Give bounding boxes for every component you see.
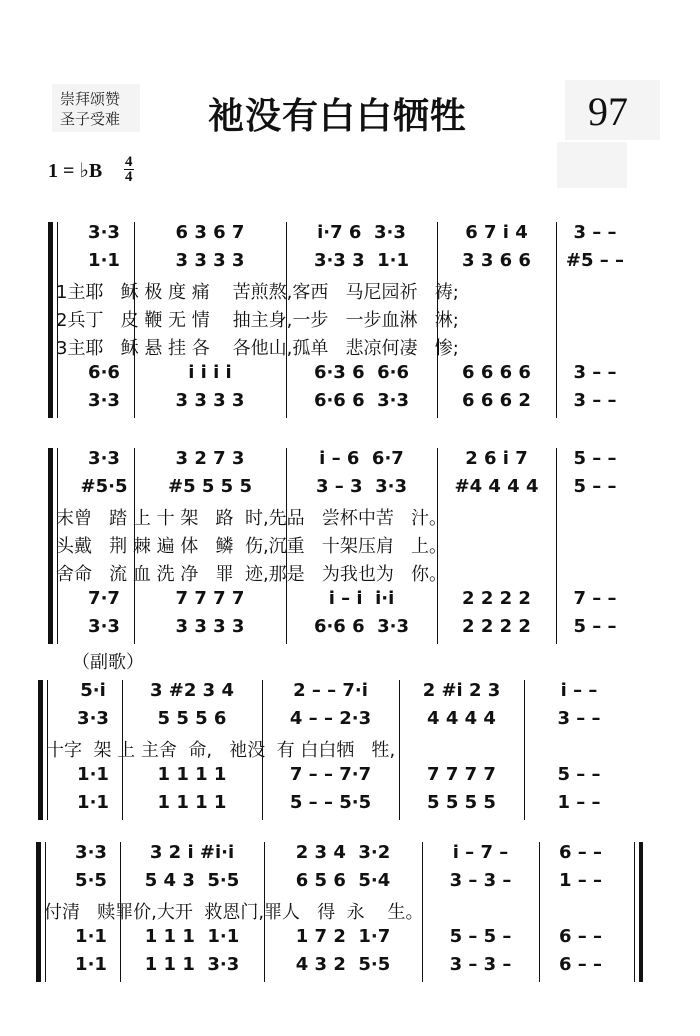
note-row [0, 842, 700, 872]
measure-notes: 4 3 2 5·5 [295, 954, 391, 975]
measure-notes: 7 7 7 7 [175, 588, 245, 609]
number-shade [557, 142, 627, 188]
note-row [0, 222, 700, 252]
lyric-row [0, 560, 700, 590]
measure-notes: 2 #i 2 3 [422, 680, 501, 701]
measure-notes: 3 – – [573, 222, 617, 243]
measure-notes: 5 – – [573, 616, 617, 637]
measure-notes: 6 3 6 7 [175, 222, 245, 243]
measure-notes: 1·1 [77, 792, 109, 813]
measure-notes: 1·1 [75, 926, 107, 947]
measure-notes: 5 4 3 5·5 [144, 870, 240, 891]
measure-notes: 5 – – [573, 476, 617, 497]
measure-notes: 5 – – [557, 764, 601, 785]
measure-notes: 7 – – [573, 588, 617, 609]
measure-notes: 1·1 [88, 250, 120, 271]
measure-notes: 5 5 5 5 [427, 792, 496, 813]
measure-notes: 4 – – 2·3 [289, 708, 372, 729]
note-row [0, 926, 700, 956]
measure-notes: i – i i·i [328, 588, 395, 609]
measure-notes: i·7 6 3·3 [317, 222, 406, 243]
measure-notes: 1 1 1 1 [157, 764, 227, 785]
measure-notes: 3 – – [573, 390, 617, 411]
time-bottom: 4 [125, 169, 133, 185]
note-row [0, 362, 700, 392]
lyric-line: 十字 架 上 主舍 命, 祂没 有 白白牺 牲, [46, 740, 396, 761]
measure-notes: 6·3 6 6·6 [313, 362, 410, 383]
lyric-line: 舍命 流 血 洗 净 罪 迹,那是 为我也为 你。 [56, 564, 447, 585]
note-row [0, 390, 700, 420]
measure-notes: 1 1 1 3·3 [144, 954, 240, 975]
system-3 [0, 680, 700, 832]
measure-notes: 3·3 [77, 708, 109, 729]
measure-notes: 3 3 3 3 [175, 250, 245, 271]
system-2 [0, 448, 700, 644]
measure-notes: 3 2 i #i·i [149, 842, 235, 863]
time-signature [124, 155, 134, 184]
measure-notes: 3 2 7 3 [175, 448, 245, 469]
measure-notes: 3·3 3 1·1 [313, 250, 410, 271]
lyric-row [0, 306, 700, 336]
measure-notes: 3 3 3 3 [175, 616, 245, 637]
measure-notes: 3 – 3 – [449, 870, 512, 891]
chorus-label: （副歌） [72, 652, 144, 673]
measure-notes: 7 7 7 7 [427, 764, 496, 785]
measure-notes: 6·6 6 3·3 [313, 616, 410, 637]
measure-notes: 5 – 5 – [449, 926, 512, 947]
note-row [0, 764, 700, 794]
measure-notes: 3 3 3 3 [175, 390, 245, 411]
lyric-row [0, 334, 700, 364]
measure-notes: 6 – – [558, 954, 603, 975]
measure-notes: 5 5 5 6 [157, 708, 227, 729]
measure-notes: 6 7 i 4 [465, 222, 528, 243]
lyric-row [0, 278, 700, 308]
lyric-line: 2兵丁 皮 鞭 无 情 抽主身,一步 一步血淋 淋; [56, 310, 459, 331]
system-4 [0, 842, 700, 1002]
measure-notes: 3 – 3 – [449, 954, 512, 975]
measure-notes: #4 4 4 4 [454, 476, 539, 497]
category-line-2: 圣子受难 [60, 110, 121, 128]
measure-notes: 2 2 2 2 [462, 616, 531, 637]
measure-notes: 2 2 2 2 [462, 588, 531, 609]
measure-notes: 3 #2 3 4 [150, 680, 234, 701]
measure-notes: i – 7 – [452, 842, 509, 863]
hymn-title: 祂没有白白牺牲 [208, 96, 468, 137]
measure-notes: 3 3 6 6 [462, 250, 531, 271]
measure-notes: 4 4 4 4 [427, 708, 496, 729]
measure-notes: 3·3 [88, 222, 120, 243]
measure-notes: 1 1 1 1 [157, 792, 227, 813]
note-row [0, 680, 700, 710]
note-row [0, 250, 700, 280]
measure-notes: 1·1 [77, 764, 109, 785]
measure-notes: 1·1 [75, 954, 107, 975]
measure-notes: #5 5 5 5 [168, 476, 252, 497]
note-row [0, 448, 700, 478]
lyric-line: 末曾 踏 上 十 架 路 时,先品 尝杯中苦 汁。 [56, 508, 447, 529]
lyric-line: 头戴 荆 棘 遍 体 鳞 伤,沉重 十架压肩 上。 [56, 536, 447, 557]
hymn-number: 97 [588, 89, 628, 134]
measure-notes: 3 – 3 3·3 [315, 476, 407, 497]
note-row [0, 588, 700, 618]
measure-notes: 3 – – [557, 708, 601, 729]
lyric-line: 1主耶 稣 极 度 痛 苦煎熬,客西 马尼园祈 祷; [56, 282, 459, 303]
note-row [0, 708, 700, 738]
lyric-row [0, 504, 700, 534]
measure-notes: 5·5 [75, 870, 107, 891]
measure-notes: 1 7 2 1·7 [295, 926, 391, 947]
note-row [0, 954, 700, 984]
measure-notes: 6 – – [558, 926, 603, 947]
measure-notes: i i i i [188, 362, 232, 383]
key-signature: 1 = ♭B [48, 160, 103, 182]
measure-notes: 6 6 6 2 [462, 390, 531, 411]
measure-notes: 5 – – 5·5 [289, 792, 372, 813]
time-top: 4 [125, 154, 133, 170]
note-row [0, 476, 700, 506]
measure-notes: 3 – – [573, 362, 617, 383]
measure-notes: #5·5 [80, 476, 128, 497]
measure-notes: 2 – – 7·i [293, 680, 368, 701]
measure-notes: 2 3 4 3·2 [295, 842, 391, 863]
note-row [0, 870, 700, 900]
category-line-1: 崇拜颂赞 [60, 90, 121, 108]
system-1 [0, 222, 700, 418]
measure-notes: 6 5 6 5·4 [295, 870, 391, 891]
measure-notes: 5·i [80, 680, 106, 701]
measure-notes: 5 – – [573, 448, 617, 469]
measure-notes: 7·7 [88, 588, 120, 609]
lyric-row [0, 898, 700, 928]
measure-notes: 7 – – 7·7 [289, 764, 372, 785]
measure-notes: 6 6 6 6 [462, 362, 531, 383]
measure-notes: i – – [560, 680, 598, 701]
measure-notes: 3·3 [88, 390, 120, 411]
measure-notes: 6 – – [558, 842, 603, 863]
measure-notes: 3·3 [88, 616, 120, 637]
measure-notes: 2 6 i 7 [465, 448, 528, 469]
lyric-row [0, 736, 700, 766]
measure-notes: #5 – – [565, 250, 625, 271]
measure-notes: 3·3 [88, 448, 120, 469]
measure-notes: 3·3 [75, 842, 107, 863]
measure-notes: 1 – – [558, 870, 603, 891]
note-row [0, 792, 700, 822]
lyric-line: 付清 赎罪价,大开 救恩门,罪人 得 永 生。 [44, 902, 424, 923]
measure-notes: 6·6 [88, 362, 120, 383]
measure-notes: 6·6 6 3·3 [313, 390, 410, 411]
note-row [0, 616, 700, 646]
measure-notes: i – 6 6·7 [319, 448, 404, 469]
measure-notes: 1 – – [557, 792, 601, 813]
measure-notes: 1 1 1 1·1 [144, 926, 240, 947]
lyric-row [0, 532, 700, 562]
lyric-line: 3主耶 稣 悬 挂 各 各他山,孤单 悲凉何凄 惨; [56, 338, 459, 359]
